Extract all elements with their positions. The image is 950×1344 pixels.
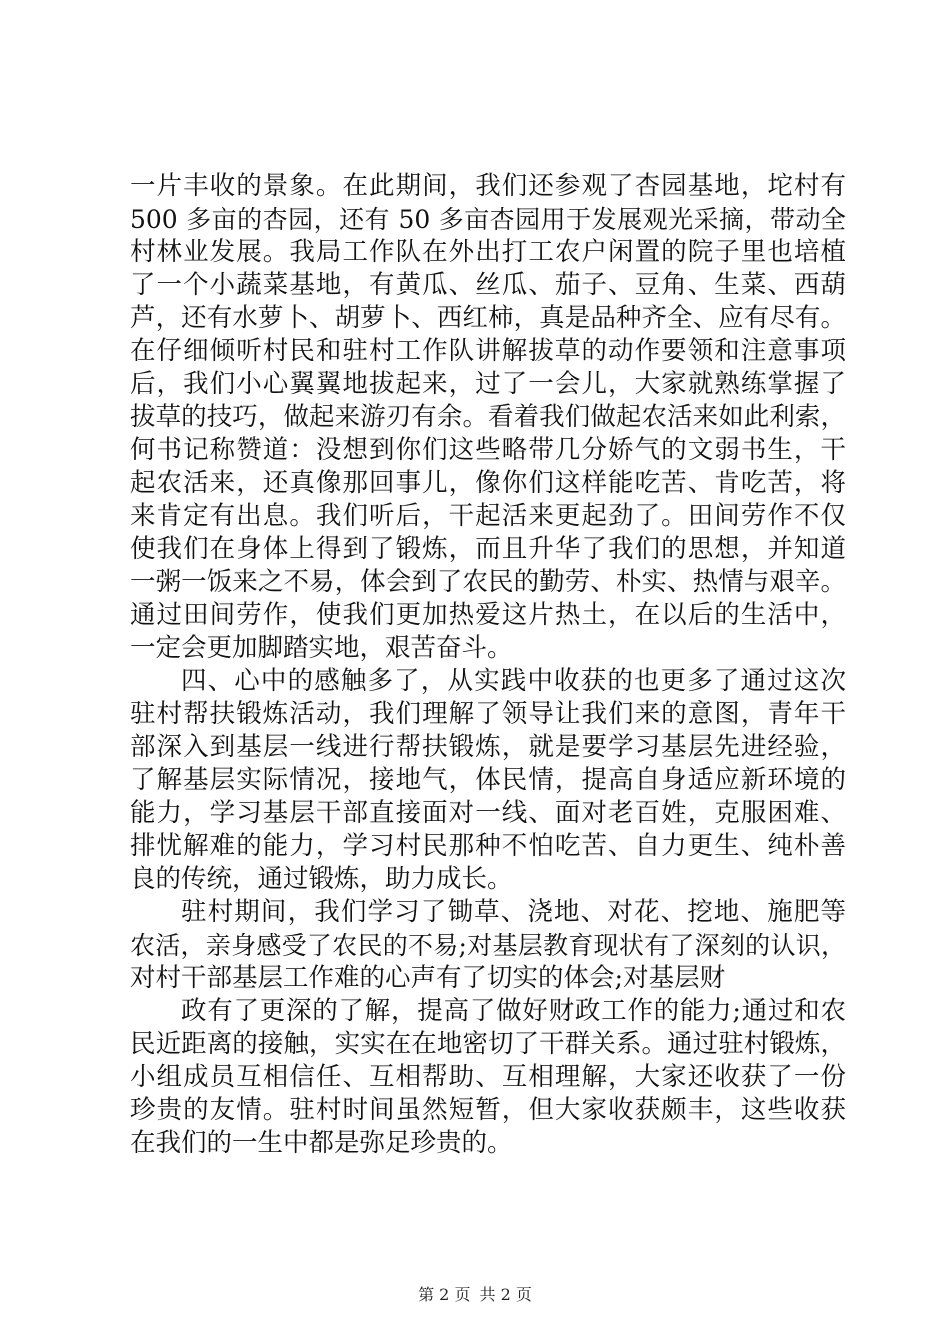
text-line: 起农活来，还真像那回事儿，像你们这样能吃苦、肯吃苦，将 — [130, 468, 846, 498]
text-line: 良的传统，通过锻炼，助力成长。 — [130, 864, 513, 894]
text-line: 政有了更深的了解，提高了做好财政工作的能力;通过和农 — [181, 996, 846, 1026]
text-line: 小组成员互相信任、互相帮助、互相理解，大家还收获了一份 — [130, 1062, 846, 1092]
text-line: 一定会更加脚踏实地，艰苦奋斗。 — [130, 633, 513, 663]
text-line: 排忧解难的能力，学习村民那种不怕吃苦、自力更生、纯朴善 — [130, 831, 846, 861]
text-line: 村林业发展。我局工作队在外出打工农户闲置的院子里也培植 — [130, 237, 846, 267]
text-line: 了解基层实际情况，接地气，体民情，提高自身适应新环境的 — [130, 765, 846, 795]
text-line: 对村干部基层工作难的心声有了切实的体会;对基层财 — [130, 963, 726, 993]
text-line: 部深入到基层一线进行帮扶锻炼，就是要学习基层先进经验， — [130, 732, 846, 762]
text-line: 芦，还有水萝卜、胡萝卜、西红柿，真是品种齐全、应有尽有。 — [130, 303, 846, 333]
page-number: 第 2 页 — [418, 1285, 471, 1304]
text-line: 驻村期间，我们学习了锄草、浇地、对花、挖地、施肥等 — [181, 897, 846, 927]
text-line: 在我们的一生中都是弥足珍贵的。 — [130, 1128, 513, 1158]
text-line: 一粥一饭来之不易，体会到了农民的勤劳、朴实、热情与艰辛。 — [130, 567, 846, 597]
text-line: 一片丰收的景象。在此期间，我们还参观了杏园基地，坨村有 — [130, 171, 846, 201]
text-line: 来肯定有出息。我们听后，干起活来更起劲了。田间劳作不仅 — [130, 501, 846, 531]
text-line: 能力，学习基层干部直接面对一线、面对老百姓，克服困难、 — [130, 798, 846, 828]
page-total: 共 2 页 — [479, 1285, 532, 1304]
text-line: 驻村帮扶锻炼活动，我们理解了领导让我们来的意图，青年干 — [130, 699, 846, 729]
text-line: 500 多亩的杏园，还有 50 多亩杏园用于发展观光采摘，带动全 — [130, 205, 846, 234]
text-line: 后，我们小心翼翼地拔起来，过了一会儿，大家就熟练掌握了 — [130, 369, 846, 399]
page-footer — [0, 1282, 950, 1305]
text-line: 拔草的技巧，做起来游刃有余。看着我们做起农活来如此利索， — [130, 402, 846, 432]
text-line: 四、心中的感触多了，从实践中收获的也更多了通过这次 — [181, 666, 846, 696]
text-line: 何书记称赞道：没想到你们这些略带几分娇气的文弱书生，干 — [130, 435, 846, 465]
text-line: 民近距离的接触，实实在在地密切了干群关系。通过驻村锻炼， — [130, 1029, 846, 1059]
text-line: 了一个小蔬菜基地，有黄瓜、丝瓜、茄子、豆角、生菜、西葫 — [130, 270, 846, 300]
body-text — [130, 170, 846, 1160]
text-line: 农活，亲身感受了农民的不易;对基层教育现状有了深刻的认识， — [130, 931, 846, 960]
text-line: 通过田间劳作，使我们更加热爱这片热土，在以后的生活中， — [130, 600, 846, 630]
text-line: 珍贵的友情。驻村时间虽然短暂，但大家收获颇丰，这些收获 — [130, 1095, 846, 1125]
text-line: 使我们在身体上得到了锻炼，而且升华了我们的思想，并知道 — [130, 534, 846, 564]
text-line: 在仔细倾听村民和驻村工作队讲解拔草的动作要领和注意事项 — [130, 336, 846, 366]
